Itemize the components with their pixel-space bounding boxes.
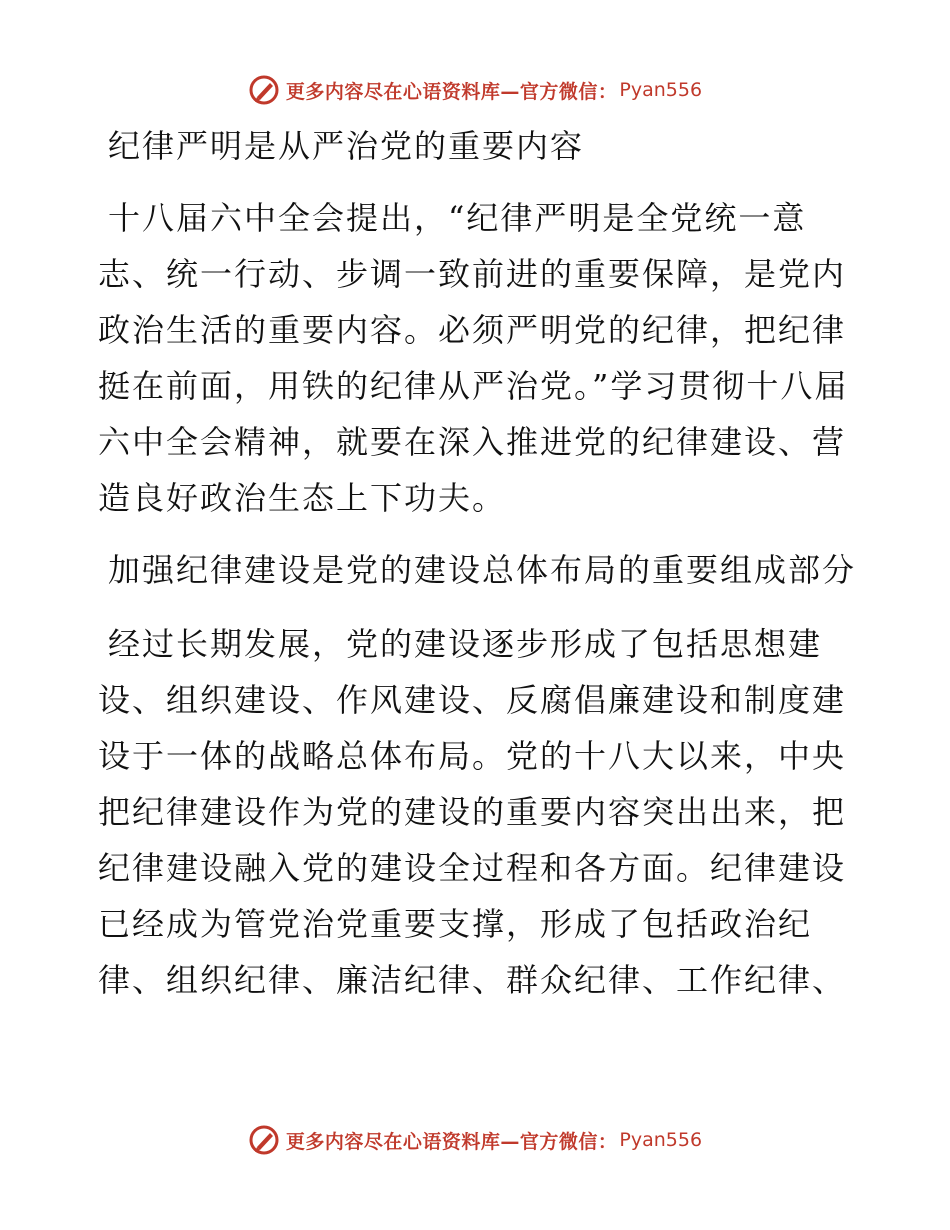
watermark-handle: Pyan556 xyxy=(619,79,703,101)
section-heading: 纪律严明是从严治党的重要内容 xyxy=(108,127,585,165)
pen-logo-icon xyxy=(248,74,280,106)
watermark-text: 更多内容尽在心语资料库—官方微信： xyxy=(285,1130,618,1153)
watermark-header xyxy=(0,70,950,110)
body-paragraph: 十八届六中全会提出，“纪律严明是全党统一意志、统一行动、步调一致前进的重要保障，是党内政治生活的重要内容。必须严明党的纪律，把纪律挺在前面，用铁的纪律从严治党。”学习贯彻十八届六中全会精神，就要在深入推进党的纪律建设、营造良好政治生态上下功夫。 xyxy=(98,199,849,517)
body-paragraph: 经过长期发展，党的建设逐步形成了包括思想建设、组织建设、作风建设、反腐倡廉建设和制度建设于一体的战略总体布局。党的十八大以来，中央把纪律建设作为党的建设的重要内容突出出来，把纪律建设融入党的建设全过程和各方面。纪律建设已经成为管党治党重要支撑，形成了包括政治纪律、组织纪律、廉洁纪律、群众纪律、工作纪律、 xyxy=(98,625,847,999)
watermark-text: 更多内容尽在心语资料库—官方微信： xyxy=(285,80,618,103)
document-body xyxy=(98,118,858,1008)
pen-logo-icon xyxy=(248,1124,280,1156)
section-heading: 加强纪律建设是党的建设总体布局的重要组成部分 xyxy=(108,551,857,589)
watermark-handle: Pyan556 xyxy=(619,1129,703,1151)
watermark-footer xyxy=(0,1120,950,1160)
